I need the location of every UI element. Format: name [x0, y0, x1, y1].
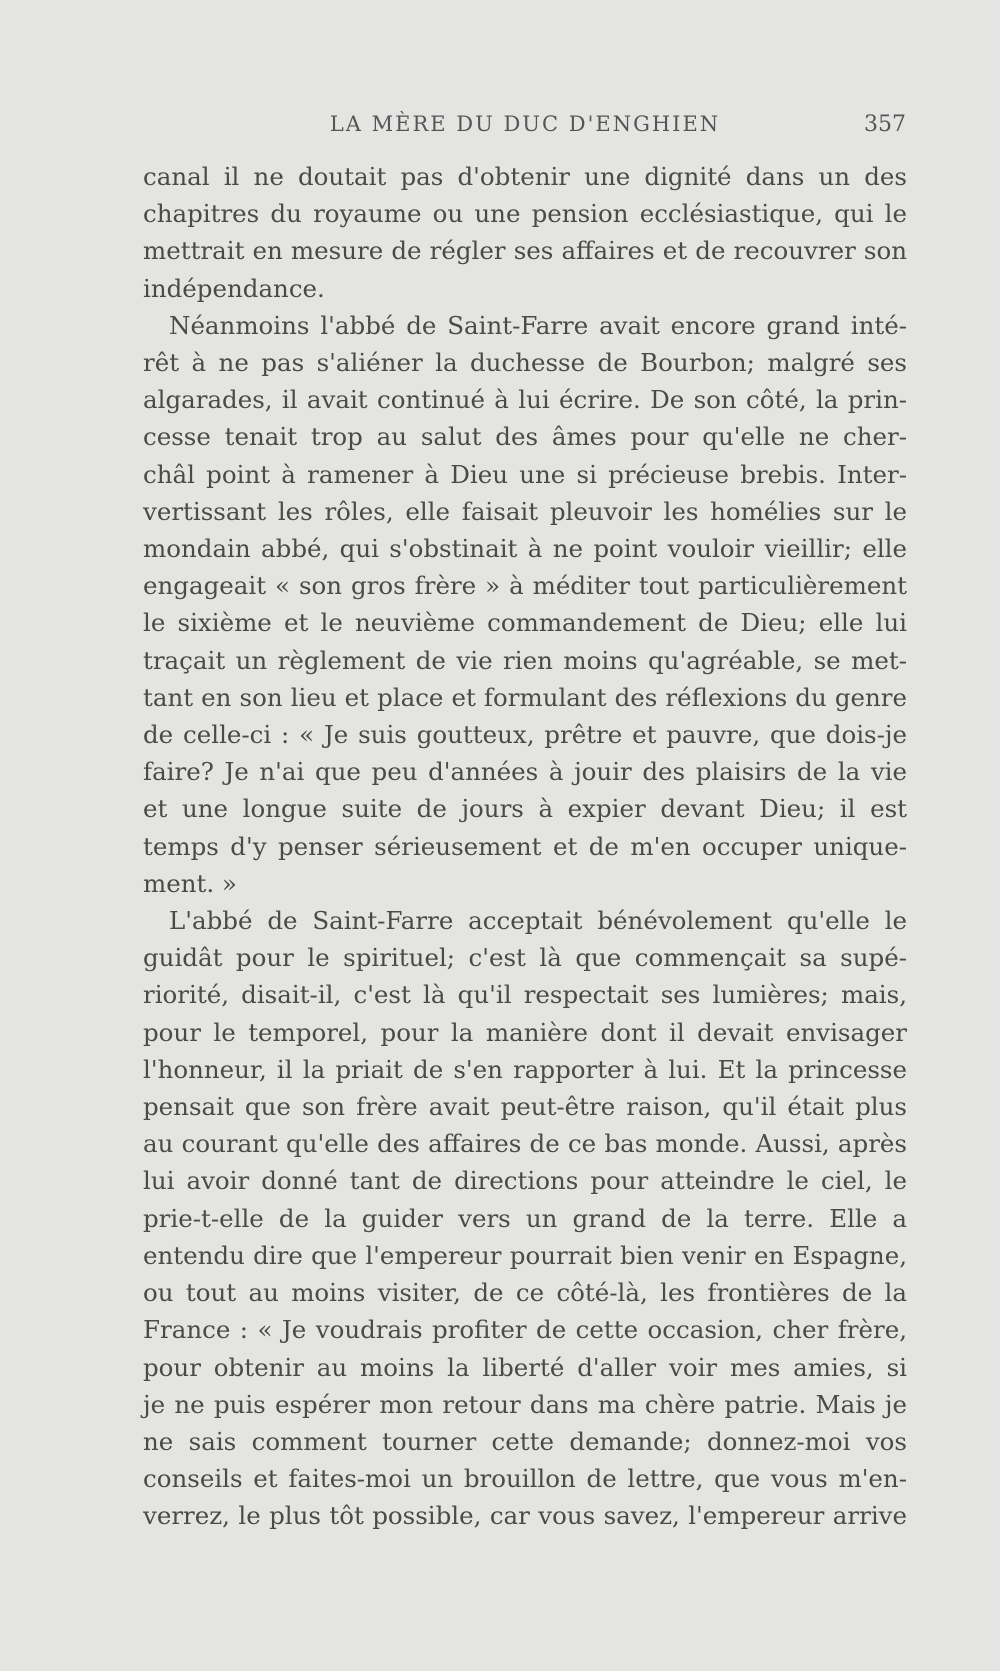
text-line: et une longue suite de jours à expier devant Dieu; il est [143, 794, 907, 824]
text-line: algarades, il avait continué à lui écrire. De son côté, la prin- [143, 385, 907, 415]
text-line: canal il ne doutait pas d'obtenir une dignité dans un des [143, 162, 907, 191]
text-line: traçait un règlement de vie rien moins qu'agréable, se met- [143, 645, 907, 675]
running-head [144, 112, 906, 142]
text-line: temps d'y penser sérieusement et de m'en occuper unique- [143, 831, 907, 861]
text-line: de celle-ci : « Je suis goutteux, prêtre et pauvre, que dois-je [143, 720, 907, 750]
text-line: ou tout au moins visiter, de ce côté-là, les frontières de la [143, 1278, 907, 1308]
running-title: LA MÈRE DU DUC D'ENGHIEN [329, 112, 721, 136]
text-line: pour le temporel, pour la manière dont il devait envisager [143, 1017, 907, 1047]
text-line: mondain abbé, qui s'obstinait à ne point vouloir vieillir; elle [143, 534, 907, 564]
text-line: ne sais comment tourner cette demande; donnez-moi vos [143, 1426, 907, 1456]
text-line: vertissant les rôles, elle faisait pleuvoir les homélies sur le [143, 496, 907, 526]
text-line: cesse tenait trop au salut des âmes pour qu'elle ne cher- [143, 422, 907, 452]
text-line: pour obtenir au moins la liberté d'aller voir mes amies, si [143, 1352, 907, 1382]
text-line: engageait « son gros frère » à méditer tout particulièrement [143, 571, 907, 601]
text-line: indépendance. [143, 273, 325, 303]
body-text [143, 158, 907, 1535]
text-line: France : « Je voudrais profiter de cette occasion, cher frère, [143, 1315, 907, 1345]
text-line: chapitres du royaume ou une pension ecclésiastique, qui le [143, 199, 907, 229]
text-line: tant en son lieu et place et formulant des réflexions du genre [143, 682, 907, 712]
text-line: guidât pour le spirituel; c'est là que commençait sa supé- [143, 943, 907, 973]
text-line: je ne puis espérer mon retour dans ma chère patrie. Mais je [143, 1389, 907, 1419]
text-line: lui avoir donné tant de directions pour atteindre le ciel, le [143, 1166, 907, 1196]
text-line: riorité, disait-il, c'est là qu'il respectait ses lumières; mais, [143, 980, 907, 1010]
text-line: châl point à ramener à Dieu une si précieuse brebis. Inter- [143, 459, 907, 489]
text-line: au courant qu'elle des affaires de ce bas monde. Aussi, après [143, 1129, 907, 1159]
text-line: entendu dire que l'empereur pourrait bien venir en Espagne, [143, 1240, 907, 1270]
text-line: pensait que son frère avait peut-être raison, qu'il était plus [143, 1092, 907, 1122]
text-line: L'abbé de Saint-Farre acceptait bénévolement qu'elle le [169, 906, 907, 936]
text-line: Néanmoins l'abbé de Saint-Farre avait encore grand inté- [169, 310, 907, 340]
text-line: conseils et faites-moi un brouillon de lettre, que vous m'en- [143, 1464, 907, 1494]
text-line: ment. » [143, 868, 237, 898]
page-number: 357 [864, 112, 906, 137]
text-line: rêt à ne pas s'aliéner la duchesse de Bourbon; malgré ses [143, 348, 907, 378]
text-line: mettrait en mesure de régler ses affaires et de recouvrer son [143, 236, 907, 266]
text-line: verrez, le plus tôt possible, car vous savez, l'empereur arrive [143, 1501, 907, 1531]
text-line: faire? Je n'ai que peu d'années à jouir des plaisirs de la vie [143, 757, 907, 787]
text-line: prie-t-elle de la guider vers un grand de la terre. Elle a [143, 1203, 907, 1233]
text-line: l'honneur, il la priait de s'en rapporter à lui. Et la princesse [143, 1054, 907, 1084]
text-line: le sixième et le neuvième commandement de Dieu; elle lui [143, 608, 907, 638]
